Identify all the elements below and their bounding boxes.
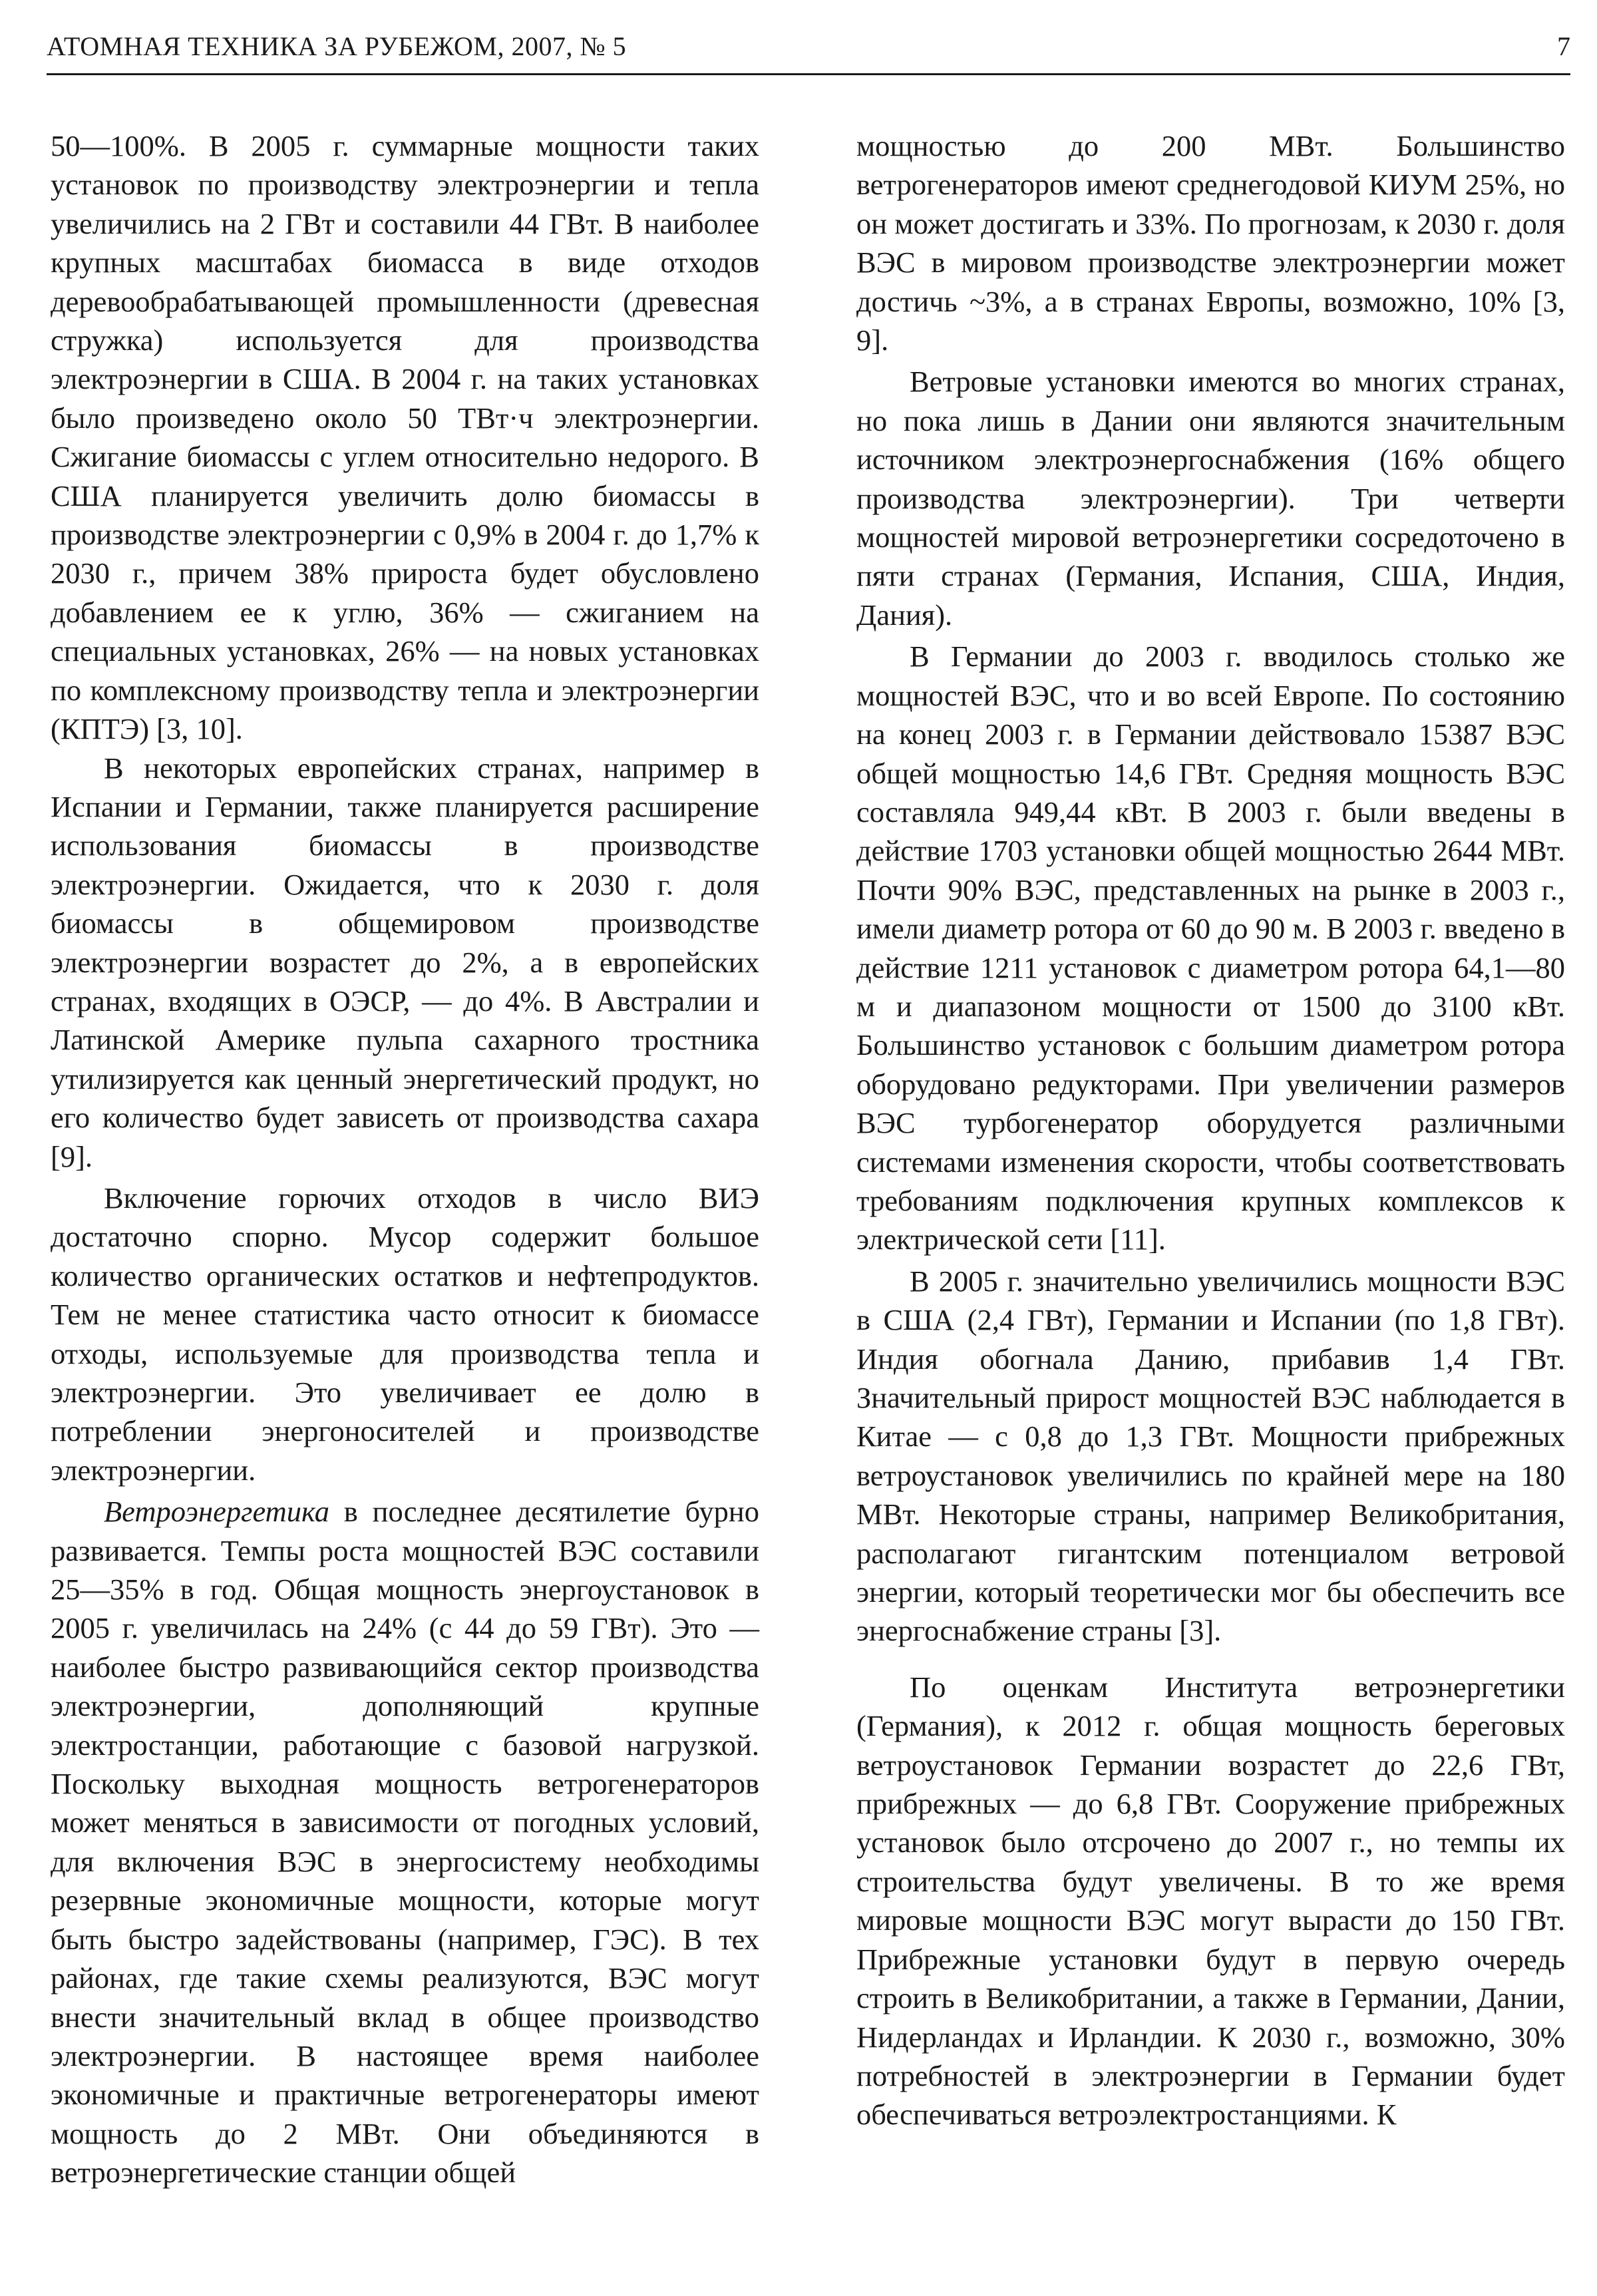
paragraph-wind-energy-text: в последнее десятилетие бурно развивается. Темпы роста мощностей ВЭС составили 25—35% в год. Общая мощность энергоустановок в 2005 г. увеличилась на 24% (с 44 до 59 ГВт). Это — наиболее быстро развивающийся сектор производства электроэнергии, дополняющий крупные электростанции, работающие с базовой нагрузкой. Поскольку выходная мощность ветрогенераторов может меняться в зависимости от погодных условий, для включения ВЭС в энергосистему необходимы резервные экономичные мощности, которые могут быть быстро задействованы (например, ГЭС). В тех районах, где такие схемы реализуются, ВЭС могут внести значительный вклад в общее производство электроэнергии. В настоящее время наиболее экономичные и практичные ветрогенераторы имеют мощность до 2 МВт. Они объединяются в ветроэнергетические станции общей [51, 1495, 759, 2190]
journal-title: АТОМНАЯ ТЕХНИКА ЗА РУБЕЖОМ, 2007, № 5 [47, 31, 627, 61]
paragraph-wind-2005: В 2005 г. значительно увеличились мощности ВЭС в США (2,4 ГВт), Германии и Испании (по 1,8 ГВт). Индия обогнала Данию, прибавив 1,4 ГВт. Значительный прирост мощностей ВЭС наблюдается в Китае — с 0,8 до 1,3 ГВт. Мощности прибрежных ветроустановок увеличились по крайней мере на 180 МВт. Некоторые страны, например Великобритания, располагают гигантским потенциалом ветровой энергии, который теоретически мог бы обеспечить все энергоснабжение страны [3]. [856, 1264, 1565, 1648]
paragraph-biomass-europe: В некоторых европейских странах, например в Испании и Германии, также планируется расширение использования биомассы в производстве электроэнергии. Ожидается, что к 2030 г. доля биомассы в общемировом производстве электроэнергии возрастет до 2%, а в европейских странах, входящих в ОЭСР, — до 4%. В Австралии и Латинской Америке пульпа сахарного тростника утилизируется как ценный энергетический продукт, но его количество будет зависеть от производства сахара [9]. [51, 751, 759, 1173]
running-header [47, 27, 1570, 75]
right-column [856, 126, 1565, 2134]
paragraph-wind-forecast: По оценкам Института ветроэнергетики (Германия), к 2012 г. общая мощность береговых ветроустановок Германии возрастет до 22,6 ГВт, прибрежных — до 6,8 ГВт. Сооружение прибрежных установок было отсрочено до 2007 г., но темпы их строительства будут увеличены. В то же время мировые мощности ВЭС могут вырасти до 150 ГВт. Прибрежные установки будут в первую очередь строить в Великобритании, а также в Германии, Дании, Нидерландах и Ирландии. К 2030 г., возможно, 30% потребностей в электроэнергии в Германии будет обеспечиваться ветроэлектростанциями. К [856, 1670, 1565, 2132]
paragraph-wind-germany: В Германии до 2003 г. вводилось столько же мощностей ВЭС, что и во всей Европе. По состоянию на конец 2003 г. в Германии действовало 15387 ВЭС общей мощностью 14,6 ГВт. Средняя мощность ВЭС составляла 949,44 кВт. В 2003 г. были введены в действие 1703 установки общей мощностью 2644 МВт. Почти 90% ВЭС, представленных на рынке в 2003 г., имели диаметр ротора от 60 до 90 м. В 2003 г. введено в действие 1211 установок с диаметром ротора 64,1—80 м и диапазоном мощности от 1500 до 3100 кВт. Большинство установок с большим диаметром ротора оборудовано редукторами. При увеличении размеров ВЭС турбогенератор оборудуется различными системами изменения скорости, чтобы соответствовать требованиям подключения крупных комплексов к электрической сети [11]. [856, 640, 1565, 1256]
page-number: 7 [1557, 31, 1570, 61]
paragraph-wind-countries: Ветровые установки имеются во многих странах, но пока лишь в Дании они являются значительным источником электроэнергоснабжения (16% общего производства электроэнергии). Три четверти мощностей мировой ветроэнергетики сосредоточено в пяти странах (Германия, Испания, США, Индия, Дания). [856, 365, 1565, 632]
paragraph-biomass-usa: 50—100%. В 2005 г. суммарные мощности таких установок по производству электроэнергии и тепла увеличились на 2 ГВт и составили 44 ГВт. В наиболее крупных масштабах биомасса в виде отходов деревообрабатывающей промышленности (древесная стружка) используется для производства электроэнергии в США. В 2004 г. на таких установках было произведено около 50 ТВт·ч электроэнергии. Сжигание биомассы с углем относительно недорого. В США планируется увеличить долю биомассы в производстве электроэнергии с 0,9% в 2004 г. до 1,7% к 2030 г., причем 38% прироста будет обусловлено добавлением ее к углю, 36% — сжиганием на специальных установках, 26% — на новых установках по комплексному производству тепла и электроэнергии (КПТЭ) [3, 10]. [51, 129, 759, 746]
paragraph-wind-energy [51, 1492, 759, 2192]
paragraph-wind-capacity: мощностью до 200 МВт. Большинство ветрогенераторов имеют среднегодовой КИУМ 25%, но он может достигать и 33%. По прогнозам, к 2030 г. доля ВЭС в мировом производстве электроэнергии может достичь ~3%, а в странах Европы, возможно, 10% [3, 9]. [856, 129, 1565, 357]
section-term-wind-energy: Ветроэнергетика [104, 1495, 329, 1529]
paragraph-waste: Включение горючих отходов в число ВИЭ достаточно спорно. Мусор содержит большое количество органических остатков и нефтепродуктов. Тем не менее статистика часто относит к биомассе отходы, используемые для производства тепла и электроэнергии. Это увеличивает ее долю в потреблении энергоносителей и производстве электроэнергии. [51, 1181, 759, 1487]
left-column [51, 126, 759, 2192]
